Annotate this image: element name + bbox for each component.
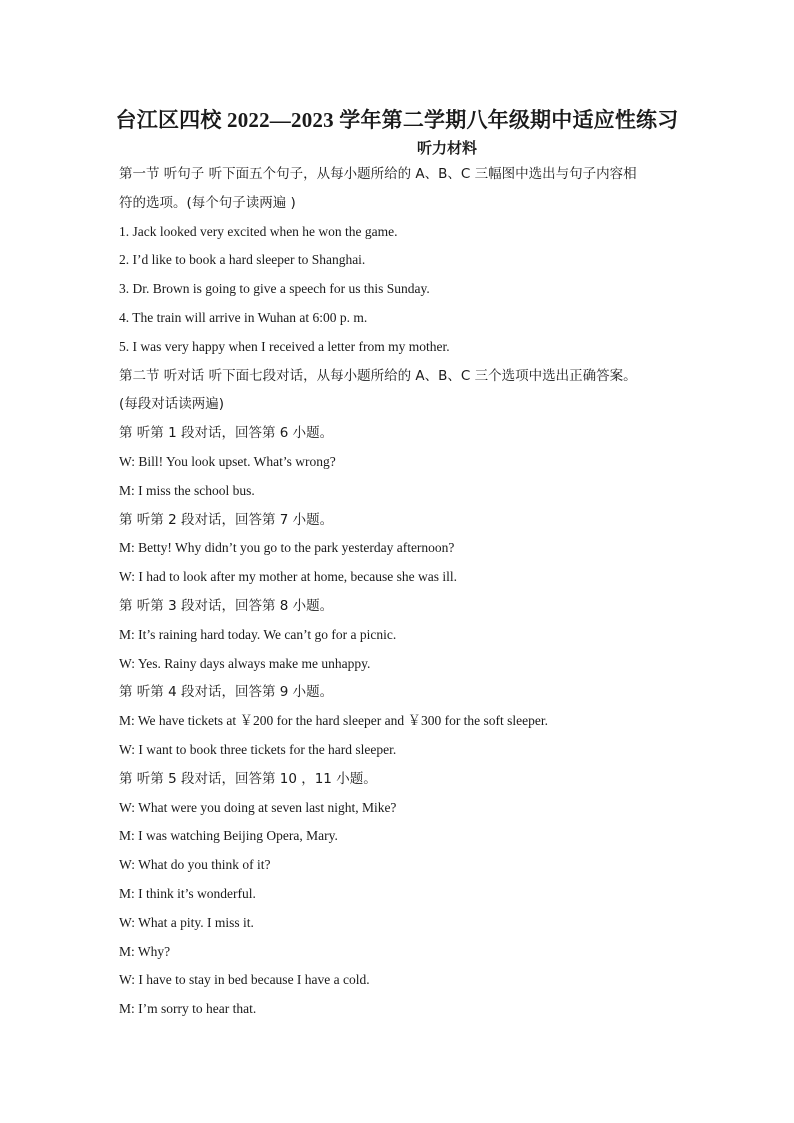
dialogue-2-line: M: Betty! Why didn’t you go to the park yesterday afternoon?: [119, 540, 455, 556]
dialogue-5-line: M: Why?: [119, 943, 171, 959]
dialogue-3-intro: 第 听第 3 段对话，回答第 8 小题。: [119, 597, 334, 614]
dialogue-1-line: W: Bill! You look upset. What’s wrong?: [119, 453, 336, 469]
document-body: [119, 160, 679, 1024]
dialogue-5-line: W: I have to stay in bed because I have a cold.: [119, 972, 370, 988]
document-subtitle: 听力材料: [416, 141, 477, 157]
dialogue-4-line: W: I want to book three tickets for the hard sleeper.: [119, 741, 397, 757]
dialogue-5-line: M: I was watching Beijing Opera, Mary.: [119, 828, 338, 844]
dialogue-5-line: M: I think it’s wonderful.: [119, 885, 256, 901]
dialogue-3-line: M: It’s raining hard today. We can’t go for a picnic.: [119, 626, 397, 642]
dialogue-2-intro: 第 听第 2 段对话，回答第 7 小题。: [119, 511, 334, 528]
sentence-3: 3. Dr. Brown is going to give a speech for us this Sunday.: [119, 281, 430, 297]
dialogue-5-line: M: I’m sorry to hear that.: [119, 1001, 257, 1017]
dialogue-1-line: M: I miss the school bus.: [119, 482, 255, 498]
section2-heading-continued: (每段对话读两遍): [119, 396, 225, 413]
section1-heading-continued: 符的选项。(每个句子读两遍 ): [119, 194, 296, 211]
sentence-2: 2. I’d like to book a hard sleeper to Shanghai.: [119, 252, 366, 268]
dialogue-4-line: M: We have tickets at ￥200 for the hard sleeper and ￥300 for the soft sleeper.: [119, 713, 549, 729]
sentence-1: 1. Jack looked very excited when he won the game.: [119, 223, 398, 239]
dialogue-5-intro: 第 听第 5 段对话，回答第 10 ，11 小题。: [119, 770, 377, 787]
dialogue-2-line: W: I had to look after my mother at home, because she was ill.: [119, 569, 458, 585]
section1-heading: 第一节 听句子 听下面五个句子，从每小题所给的 A、B、C 三幅图中选出与句子内容相: [119, 166, 637, 182]
dialogue-5-line: W: What a pity. I miss it.: [119, 914, 254, 930]
section2-heading: 第二节 听对话 听下面七段对话，从每小题所给的 A、B、C 三个选项中选出正确答案。: [119, 367, 637, 384]
dialogue-1-intro: 第 听第 1 段对话，回答第 6 小题。: [119, 425, 334, 442]
dialogue-5-line: W: What do you think of it?: [119, 857, 271, 873]
sentence-4: 4. The train will arrive in Wuhan at 6:00 p. m.: [119, 309, 368, 325]
dialogue-4-intro: 第 听第 4 段对话，回答第 9 小题。: [119, 684, 334, 701]
dialogue-5-line: W: What were you doing at seven last night, Mike?: [119, 799, 397, 815]
dialogue-3-line: W: Yes. Rainy days always make me unhappy.: [119, 655, 371, 671]
document-title: 台江区四校 2022—2023 学年第二学期八年级期中适应性练习: [115, 108, 679, 132]
sentence-5: 5. I was very happy when I received a letter from my mother.: [119, 338, 450, 354]
